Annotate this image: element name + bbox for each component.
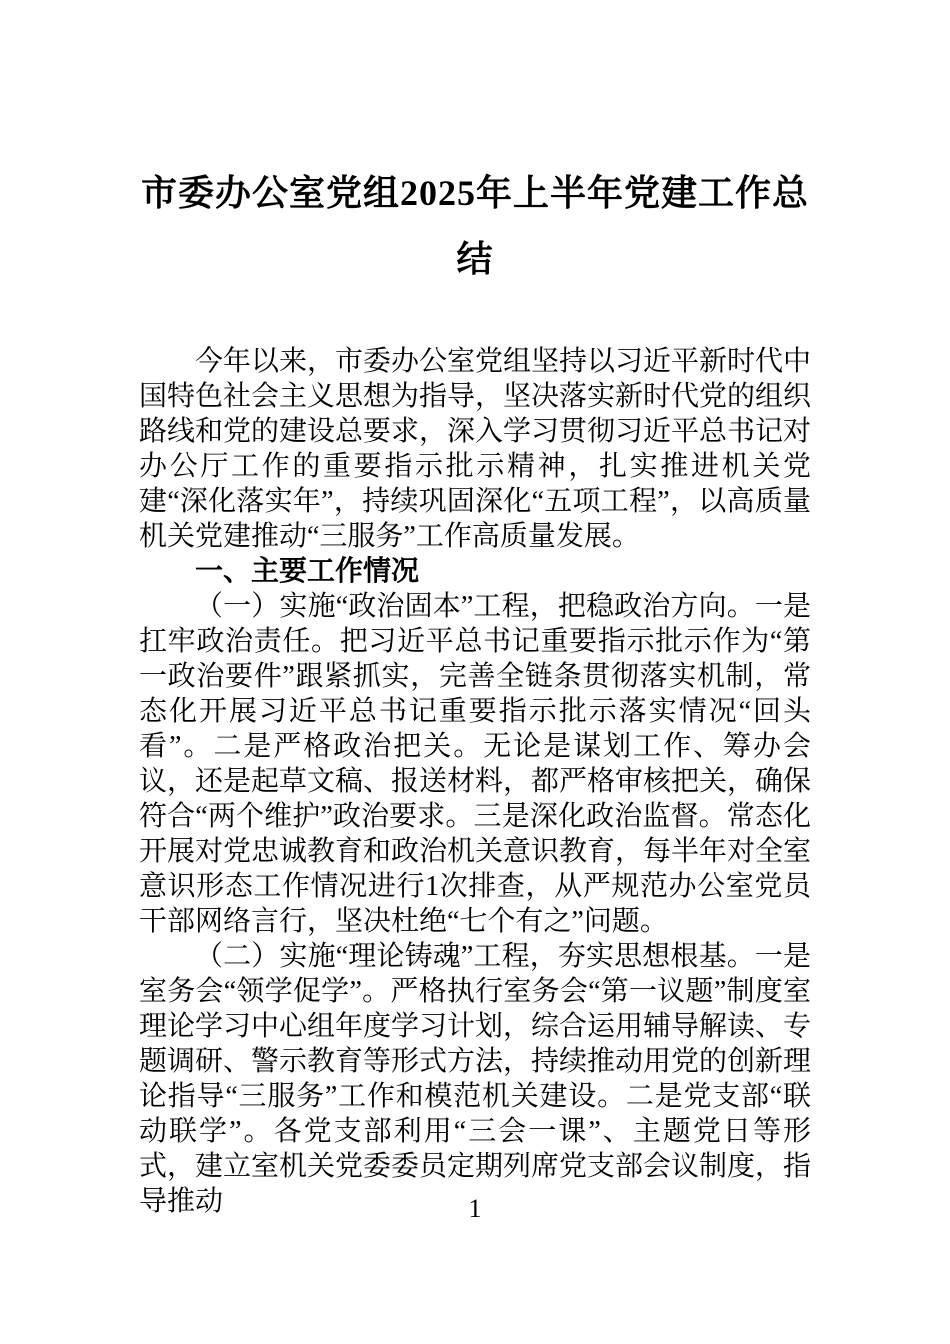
document-title: 市委办公室党组2025年上半年党建工作总结 — [140, 173, 809, 279]
paragraph-intro: 今年以来，市委办公室党组坚持以习近平新时代中国特色社会主义思想为指导，坚决落实新时代党的组织路线和党的建设总要求，深入学习贯彻习近平总书记对办公厅工作的重要指示批示精神，扎实推进机关党建“深化落实年”，持续巩固深化“五项工程”，以高质量机关党建推动“三服务”工作高质量发展。 — [139, 346, 812, 552]
paragraph-political-foundation: （一）实施“政治固本”工程，把稳政治方向。一是扛牢政治责任。把习近平总书记重要指示批示作为“第一政治要件”跟紧抓实，完善全链条贯彻落实机制，常态化开展习近平总书记重要指示批示落实情况“回头看”。二是严格政治把关。无论是谋划工作、筹办会议，还是起草文稿、报送材料，都严格审核把关，确保符合“两个维护”政治要求。三是深化政治监督。常态化开展对党忠诚教育和政治机关意识教育，每半年对全室意识形态工作情况进行1次排查，从严规范办公室党员干部网络言行，坚决杜绝“七个有之”问题。 — [139, 591, 812, 937]
section-heading-main-work: 一、主要工作情况 — [195, 556, 420, 587]
paragraph-theory-soul: （二）实施“理论铸魂”工程，夯实思想根基。一是室务会“领学促学”。严格执行室务会“第一议题”制度室理论学习中心组年度学习计划，综合运用辅导解读、专题调研、警示教育等形式方法，持续推动用党的创新理论指导“三服务”工作和模范机关建设。二是党支部“联动联学”。各党支部利用“三会一课”、主题党日等形式，建立室机关党委委员定期列席党支部会议制度，指导推动 — [139, 941, 812, 1217]
page-number: 1 — [468, 1194, 482, 1223]
